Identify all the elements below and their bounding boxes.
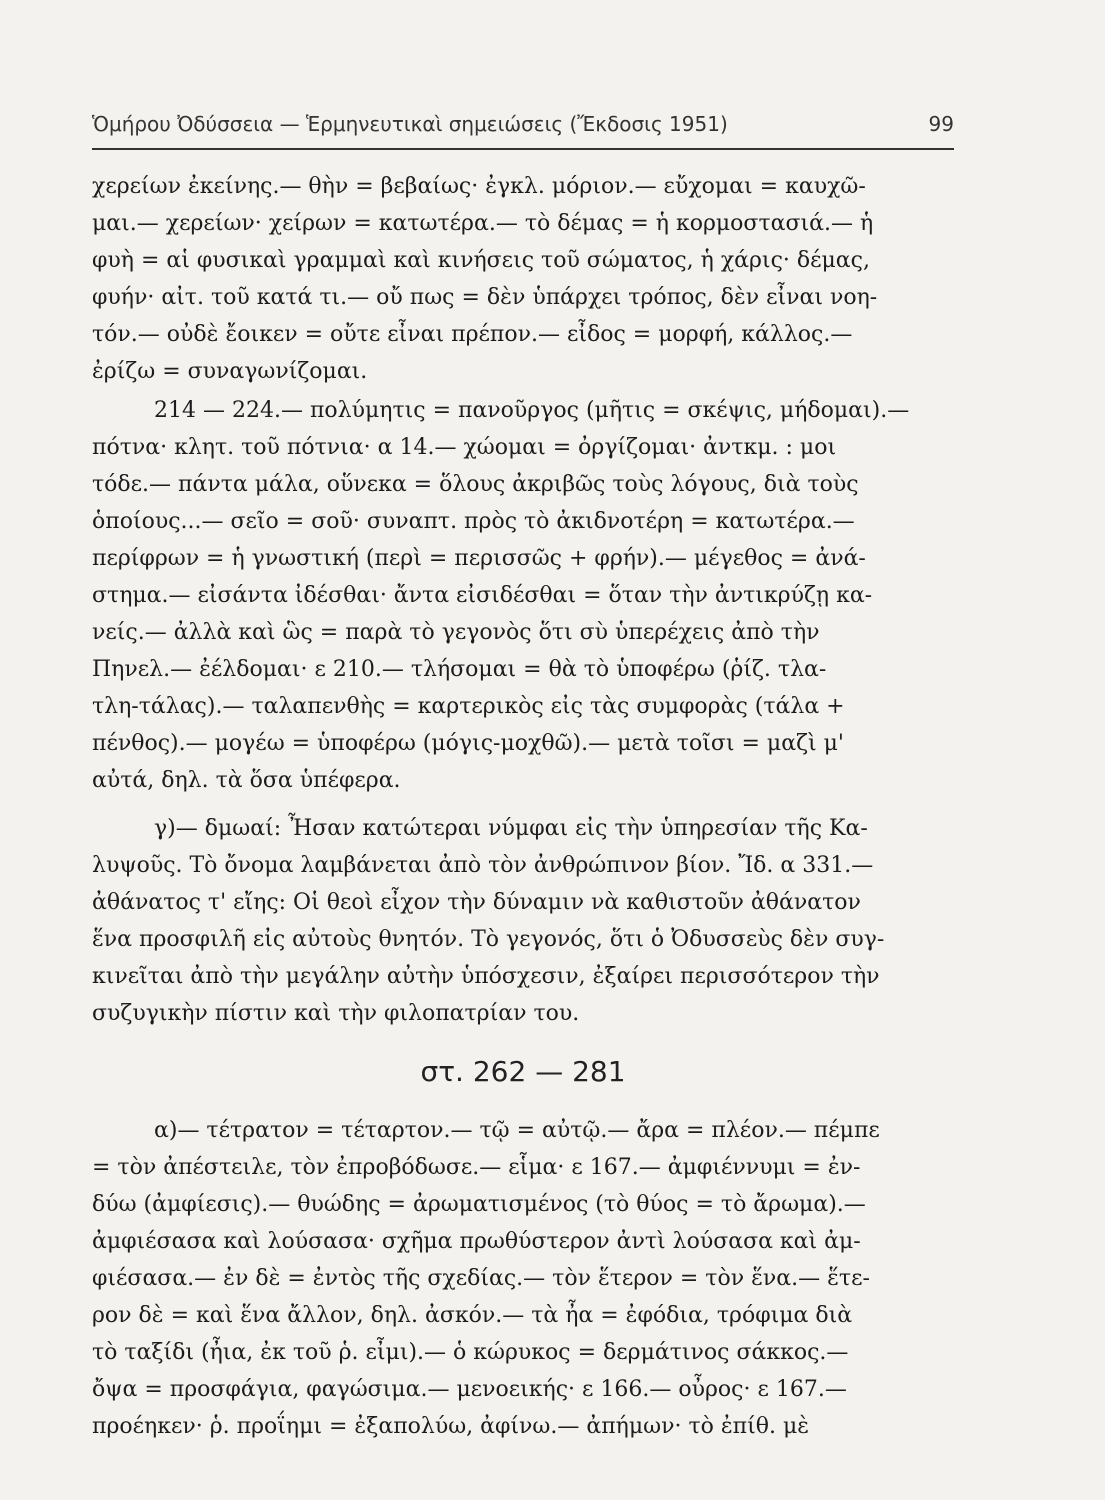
paragraph-2	[92, 392, 954, 799]
paragraph-1	[92, 168, 954, 390]
text-line: γ)— δμωαί: Ἦσαν κατώτεραι νύμφαι εἰς τὴν ὑπηρεσίαν τῆς Κα-	[154, 816, 868, 841]
text-line: τὸ ταξίδι (ἦια, ἐκ τοῦ ῥ. εἶμι).— ὁ κώρυκος = δερμάτινος σάκκος.—	[92, 1340, 849, 1365]
text-line: ἀθάνατος τ' εἴης: Οἱ θεοὶ εἶχον τὴν δύναμιν νὰ καθιστοῦν ἀθάνατον	[92, 890, 861, 915]
paragraph-3	[92, 810, 954, 1032]
text-line: πένθος).— μογέω = ὑποφέρω (μόγις-μοχθῶ).— μετὰ τοῖσι = μαζὶ μ'	[92, 731, 844, 756]
page-number: 99	[928, 112, 954, 136]
header-rule	[92, 148, 954, 150]
text-line: = τὸν ἀπέστειλε, τὸν ἐπροβόδωσε.— εἷμα· ε 167.— ἀμφιέννυμι = ἐν-	[92, 1155, 861, 1180]
text-line: κινεῖται ἀπὸ τὴν μεγάλην αὐτὴν ὑπόσχεσιν, ἐξαίρει περισσότερον τὴν	[92, 964, 880, 989]
text-line: πότνα· κλητ. τοῦ πότνια· α 14.— χώομαι = ὀργίζομαι· ἀντκμ. : μοι	[92, 435, 837, 460]
text-line: περίφρων = ἡ γνωστική (περὶ = περισσῶς + φρήν).— μέγεθος = ἀνά-	[92, 546, 866, 571]
text-line: δύω (ἀμφίεσις).— θυώδης = ἀρωματισμένος (τὸ θύος = τὸ ἄρωμα).—	[92, 1192, 866, 1217]
text-line: ρον δὲ = καὶ ἕνα ἄλλον, δηλ. ἀσκόν.— τὰ ἦα = ἐφόδια, τρόφιμα διὰ	[92, 1303, 853, 1328]
text-line: χερείων ἐκείνης.— θὴν = βεβαίως· ἐγκλ. μόριον.— εὔχομαι = καυχῶ-	[92, 174, 866, 199]
text-line: Πηνελ.— ἐέλδομαι· ε 210.— τλήσομαι = θὰ τὸ ὑποφέρω (ῥίζ. τλα-	[92, 657, 827, 682]
text-line: ἕνα προσφιλῆ εἰς αὐτοὺς θνητόν. Τὸ γεγονός, ὅτι ὁ Ὀδυσσεὺς δὲν συγ-	[92, 927, 885, 952]
text-line: συζυγικὴν πίστιν καὶ τὴν φιλοπατρίαν του.	[92, 1001, 580, 1026]
text-line: ἐρίζω = συναγωνίζομαι.	[92, 359, 368, 384]
text-line: ὄψα = προσφάγια, φαγώσιμα.— μενοεικής· ε 166.— οὖρος· ε 167.—	[92, 1377, 847, 1402]
text-line: 214 — 224.— πολύμητις = πανοῦργος (μῆτις = σκέψις, μήδομαι).—	[154, 398, 910, 423]
text-line: τλη-τάλας).— ταλαπενθὴς = καρτερικὸς εἰς τὰς συμφορὰς (τάλα +	[92, 694, 845, 719]
paragraph-4	[92, 1112, 954, 1445]
text-line: ἀμφιέσασα καὶ λούσασα· σχῆμα πρωθύστερον ἀντὶ λούσασα καὶ ἀμ-	[92, 1229, 861, 1254]
text-line: ὁποίους...— σεῖο = σοῦ· συναπτ. πρὸς τὸ ἀκιδνοτέρη = κατωτέρα.—	[92, 509, 855, 534]
text-line: τόδε.— πάντα μάλα, οὕνεκα = ὅλους ἀκριβῶς τοὺς λόγους, διὰ τοὺς	[92, 472, 859, 497]
text-line: τόν.— οὐδὲ ἔοικεν = οὔτε εἶναι πρέπον.— εἶδος = μορφή, κάλλος.—	[92, 322, 853, 347]
text-line: φιέσασα.— ἐν δὲ = ἐντὸς τῆς σχεδίας.— τὸν ἕτερον = τὸν ἕνα.— ἕτε-	[92, 1266, 870, 1291]
text-line: αὐτά, δηλ. τὰ ὅσα ὑπέφερα.	[92, 768, 401, 793]
text-line: στημα.— εἰσάντα ἰδέσθαι· ἄντα εἰσιδέσθαι = ὅταν τὴν ἀντικρύζῃ κα-	[92, 583, 873, 608]
text-line: φυήν· αἰτ. τοῦ κατά τι.— οὔ πως = δὲν ὑπάρχει τρόπος, δὲν εἶναι νοη-	[92, 285, 878, 310]
text-line: λυψοῦς. Τὸ ὄνομα λαμβάνεται ἀπὸ τὸν ἀνθρώπινον βίον. Ἴδ. α 331.—	[92, 853, 874, 878]
text-line: φυὴ = αἱ φυσικαὶ γραμμαὶ καὶ κινήσεις τοῦ σώματος, ἡ χάρις· δέμας,	[92, 248, 870, 273]
text-line: α)— τέτρατον = τέταρτον.— τῷ = αὐτῷ.— ἄρα = πλέον.— πέμπε	[154, 1118, 880, 1143]
text-line: μαι.— χερείων· χείρων = κατωτέρα.— τὸ δέμας = ἡ κορμοστασιά.— ἡ	[92, 211, 874, 236]
section-title: στ. 262 — 281	[420, 1055, 626, 1088]
text-line: νείς.— ἀλλὰ καὶ ὣς = παρὰ τὸ γεγονὸς ὅτι σὺ ὑπερέχεις ἀπὸ τὴν	[92, 620, 820, 645]
running-title: Ὁμήρου Ὀδύσσεια — Ἑρμηνευτικαὶ σημειώσεις (Ἔκδοσις 1951)	[92, 112, 728, 136]
text-line: προέηκεν· ῥ. προΐημι = ἐξαπολύω, ἀφίνω.— ἀπήμων· τὸ ἐπίθ. μὲ	[92, 1414, 810, 1439]
page-header	[92, 112, 954, 136]
